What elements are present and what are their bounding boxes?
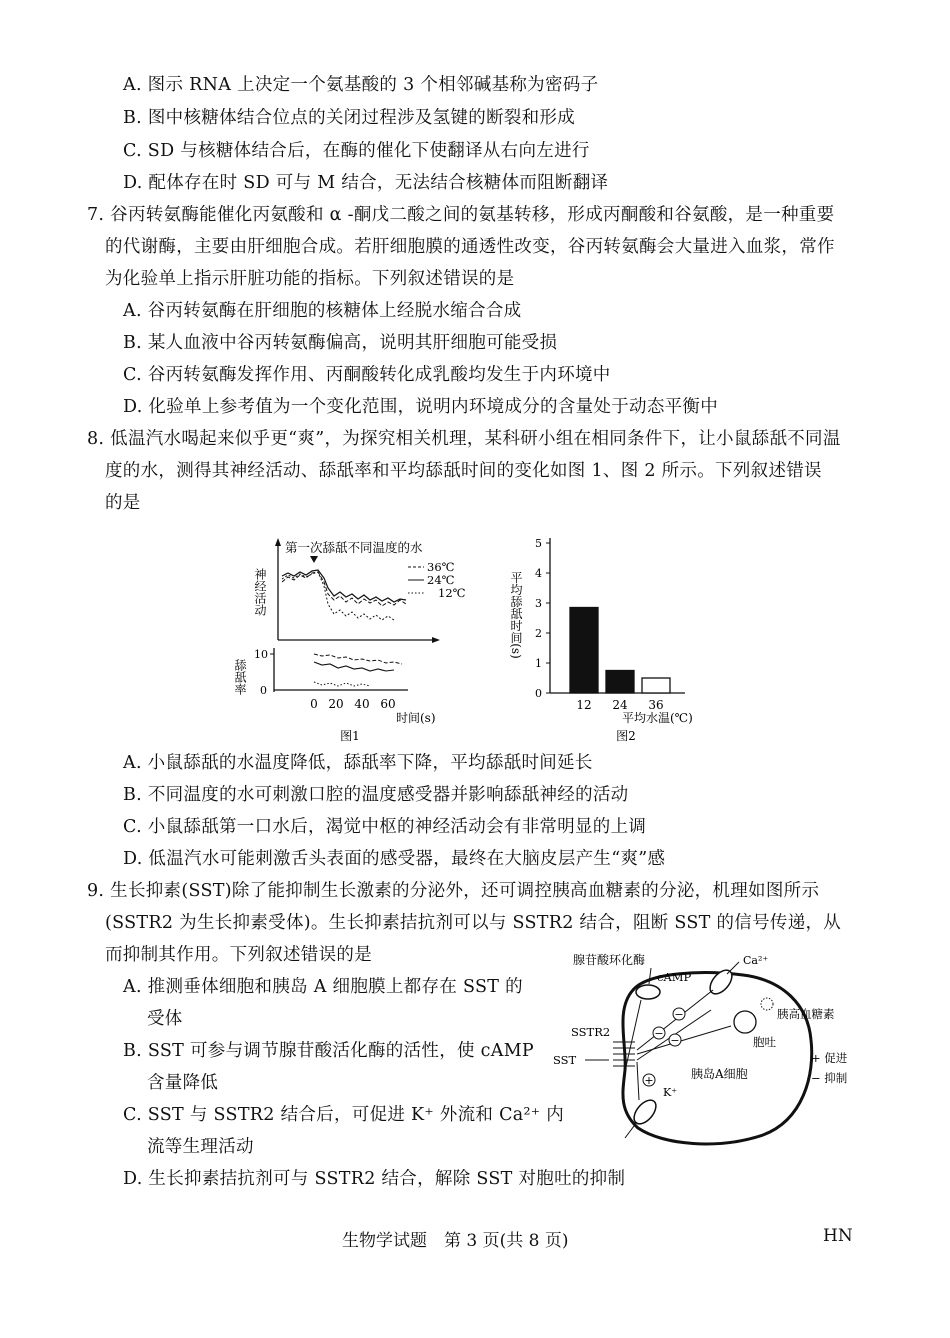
q9-label-ca: Ca²⁺	[743, 954, 769, 967]
fig2-bar-12	[570, 608, 598, 694]
q9-option-a-line2: 受体	[147, 1009, 183, 1029]
q9-stem-line2: (SSTR2 为生长抑素受体)。生长抑素拮抗剂可以与 SSTR2 结合，阻断 SST 的信号传递，从	[105, 913, 842, 933]
q9-stem-line1: 9. 生长抑素(SST)除了能抑制生长激素的分泌外，还可调控胰高血糖素的分泌，机理如图所示	[87, 881, 820, 901]
ca-channel-icon	[706, 966, 736, 998]
q7-option-a: A. 谷丙转氨酶在肝细胞的核糖体上经脱水缩合合成	[123, 301, 522, 321]
glucagon-vesicle-icon	[734, 1011, 756, 1033]
fig1-arrow-icon	[310, 556, 318, 563]
q9-option-d: D. 生长抑素拮抗剂可与 SSTR2 结合，解除 SST 对胞吐的抑制	[123, 1169, 626, 1189]
q6-option-d: D. 配体存在时 SD 可与 M 结合，无法结合核糖体而阻断翻译	[123, 173, 609, 193]
fig1-xtick-20: 20	[328, 697, 344, 711]
fig1-ytick-0: 0	[260, 684, 267, 697]
q6-option-b: B. 图中核糖体结合位点的关闭过程涉及氢键的断裂和形成	[123, 108, 576, 128]
fig2-xtick-12: 12	[576, 698, 592, 712]
fig1-xtick-40: 40	[354, 697, 370, 711]
q9-diagram	[553, 950, 868, 1150]
fig2-bar-36	[642, 678, 670, 693]
q9-sign-plus: +	[644, 1074, 654, 1087]
q9-label-cell: 胰岛A细胞	[691, 1067, 748, 1081]
fig1-xlabel: 时间(s)	[396, 711, 436, 725]
q8-stem-line1: 8. 低温汽水喝起来似乎更“爽”，为探究相关机理，某科研小组在相同条件下，让小鼠舔舐不同温	[87, 429, 841, 449]
adenylate-cyclase-icon	[636, 985, 660, 999]
q6-option-a: A. 图示 RNA 上决定一个氨基酸的 3 个相邻碱基称为密码子	[123, 75, 599, 95]
fig1-xtick-60: 60	[380, 697, 396, 711]
fig2-xtick-36: 36	[648, 698, 664, 712]
fig1-ylabel-neural: 神经活动	[253, 568, 267, 616]
fig1-xtick-0: 0	[310, 697, 318, 711]
q9-label-sstr2: SSTR2	[571, 1025, 611, 1039]
q9-sign-minus-3: −	[674, 1008, 684, 1021]
fig2-ytick-label: 3	[535, 597, 542, 610]
q7-option-c: C. 谷丙转氨酶发挥作用、丙酮酸转化成乳酸均发生于内环境中	[123, 365, 611, 385]
fig2-ylabel: 平均舔舐时间(s)	[509, 571, 523, 659]
figure-1	[230, 530, 470, 745]
fig2-ytick-label: 1	[535, 657, 542, 670]
q9-option-a-line1: A. 推测垂体细胞和胰岛 A 细胞膜上都存在 SST 的	[123, 977, 523, 997]
fig2-bar-24	[606, 671, 634, 694]
fig1-caption: 图1	[340, 729, 360, 743]
fig1-legend-24: 24℃	[427, 573, 455, 587]
q8-stem-line3: 的是	[105, 493, 141, 513]
q6-option-c: C. SD 与核糖体结合后，在酶的催化下使翻译从右向左进行	[123, 141, 590, 161]
footer-page-info: 生物学试题 第 3 页(共 8 页)	[342, 1231, 569, 1251]
fig1-legend-36: 36℃	[427, 560, 455, 574]
fig2-xtick-24: 24	[612, 698, 628, 712]
fig2-ytick-label: 0	[535, 687, 542, 700]
q8-option-c: C. 小鼠舔舐第一口水后，渴觉中枢的神经活动会有非常明显的上调	[123, 817, 647, 837]
q7-stem-line2: 的代谢酶，主要由肝细胞合成。若肝细胞膜的通透性改变，谷丙转氨酶会大量进入血浆，常作	[105, 237, 835, 257]
fig1-annotation: 第一次舔舐不同温度的水	[285, 540, 423, 555]
fig2-xlabel: 平均水温(℃)	[622, 711, 693, 725]
q9-label-exocytosis: 胞吐	[753, 1035, 776, 1049]
q8-option-b: B. 不同温度的水可刺激口腔的温度感受器并影响舔舐神经的活动	[123, 785, 629, 805]
q9-option-c-line1: C. SST 与 SSTR2 结合后，可促进 K⁺ 外流和 Ca²⁺ 内	[123, 1105, 565, 1125]
q7-option-b: B. 某人血液中谷丙转氨酶偏高，说明其肝细胞可能受损	[123, 333, 558, 353]
q8-option-a: A. 小鼠舔舐的水温度降低，舔舐率下降，平均舔舐时间延长	[123, 753, 593, 773]
fig1-legend-12: 12℃	[438, 586, 466, 600]
q9-label-glucagon: 胰高血糖素	[777, 1007, 835, 1021]
q9-legend-promote: + 促进	[811, 1051, 848, 1065]
q9-option-b-line1: B. SST 可参与调节腺苷酸活化酶的活性，使 cAMP	[123, 1041, 534, 1061]
q9-label-k: K⁺	[663, 1086, 678, 1099]
figure-2	[500, 530, 720, 745]
q9-label-sst: SST	[553, 1053, 577, 1067]
q7-stem-line1: 7. 谷丙转氨酶能催化丙氨酸和 α -酮戊二酸之间的氨基转移，形成丙酮酸和谷氨酸，是一种重要	[87, 205, 835, 225]
q8-option-d: D. 低温汽水可能刺激舌头表面的感受器，最终在大脑皮层产生“爽”感	[123, 849, 666, 869]
q9-stem-line3: 而抑制其作用。下列叙述错误的是	[105, 945, 372, 965]
fig1-ylabel-lick: 舔舐率	[233, 659, 247, 695]
q7-stem-line3: 为化验单上指示肝脏功能的指标。下列叙述错误的是	[105, 269, 515, 289]
fig2-ytick-label: 2	[535, 627, 542, 640]
q7-option-d: D. 化验单上参考值为一个变化范围，说明内环境成分的含量处于动态平衡中	[123, 397, 719, 417]
fig2-caption: 图2	[616, 729, 636, 743]
fig2-ytick-label: 4	[535, 567, 542, 580]
fig2-ytick-label: 5	[535, 537, 542, 550]
q9-legend-inhibit: − 抑制	[811, 1071, 848, 1085]
q9-option-b-line2: 含量降低	[147, 1073, 219, 1093]
q9-option-c-line2: 流等生理活动	[147, 1137, 254, 1157]
footer-code: HN	[823, 1226, 853, 1246]
q9-sign-minus-2: −	[670, 1034, 680, 1047]
q9-sign-minus-1: −	[654, 1027, 664, 1040]
q9-label-enzyme: 腺苷酸环化酶	[573, 953, 646, 967]
fig1-ytick-10: 10	[254, 648, 268, 661]
q8-stem-line2: 度的水，测得其神经活动、舔舐率和平均舔舐时间的变化如图 1、图 2 所示。下列叙述错误	[105, 461, 822, 481]
q9-label-camp: cAMP	[657, 970, 692, 984]
